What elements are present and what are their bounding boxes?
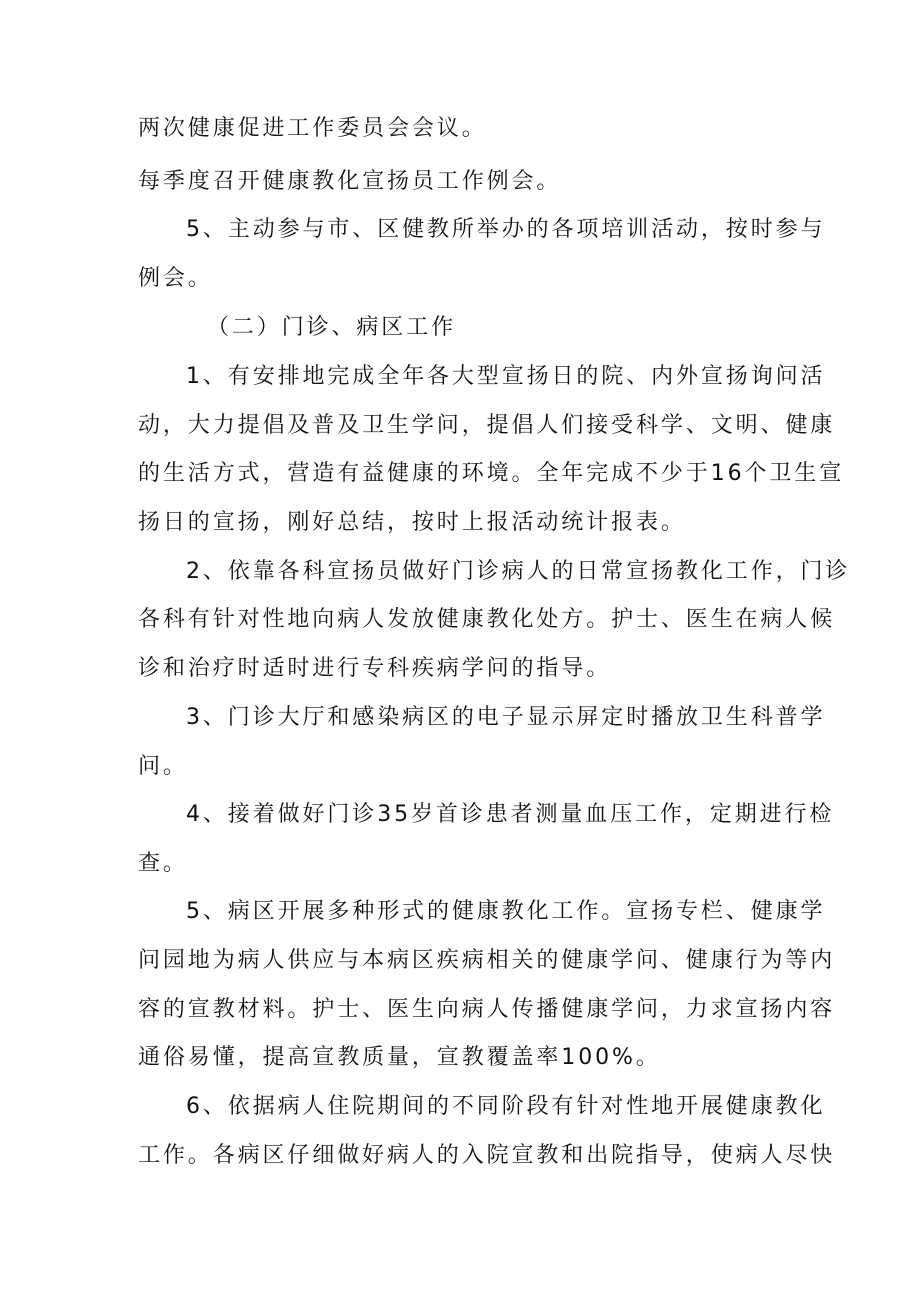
text-line: 工作。各病区仔细做好病人的入院宣教和出院指导，使病人尽快 [138,1143,836,1168]
text-line: 动，大力提倡及普及卫生学问，提倡人们接受科学、文明、健康 [138,413,836,438]
text-line: 扬日的宣扬，刚好总结，按时上报活动统计报表。 [138,510,686,535]
text-line: 每季度召开健康教化宣扬员工作例会。 [138,169,562,194]
paragraph-first-line: 1、有安排地完成全年各大型宣扬日的院、内外宣扬询问活 [186,364,826,389]
text-line: 例会。 [138,266,213,291]
paragraph-first-line: 2、依靠各科宣扬员做好门诊病人的日常宣扬教化工作，门诊 [186,559,851,584]
text-line: 查。 [138,851,188,876]
paragraph-first-line: 4、接着做好门诊35岁首诊患者测量血压工作，定期进行检 [186,802,835,827]
paragraph-first-line: 3、门诊大厅和感染病区的电子显示屏定时播放卫生科普学 [186,705,826,730]
text-line: 的生活方式，营造有益健康的环境。全年完成不少于16个卫生宣 [138,461,845,486]
paragraph-first-line: 6、依据病人住院期间的不同阶段有针对性地开展健康教化 [186,1094,826,1119]
paragraph-first-line: 5、病区开展多种形式的健康教化工作。宣扬专栏、健康学 [186,899,826,924]
text-line: 问。 [138,754,188,779]
text-line: 通俗易懂，提高宣教质量，宣教覆盖率100%。 [138,1045,661,1070]
paragraph-first-line: 5、主动参与市、区健教所举办的各项培训活动，按时参与 [186,217,826,242]
section-heading: （二）门诊、病区工作 [207,315,457,340]
text-line: 两次健康促进工作委员会会议。 [138,116,487,141]
text-line: 各科有针对性地向病人发放健康教化处方。护士、医生在病人候 [138,607,836,632]
text-line: 诊和治疗时适时进行专科疾病学问的指导。 [138,656,612,681]
text-line: 容的宣教材料。护士、医生向病人传播健康学问，力求宣扬内容 [138,997,836,1022]
text-line: 问园地为病人供应与本病区疾病相关的健康学问、健康行为等内 [138,948,836,973]
